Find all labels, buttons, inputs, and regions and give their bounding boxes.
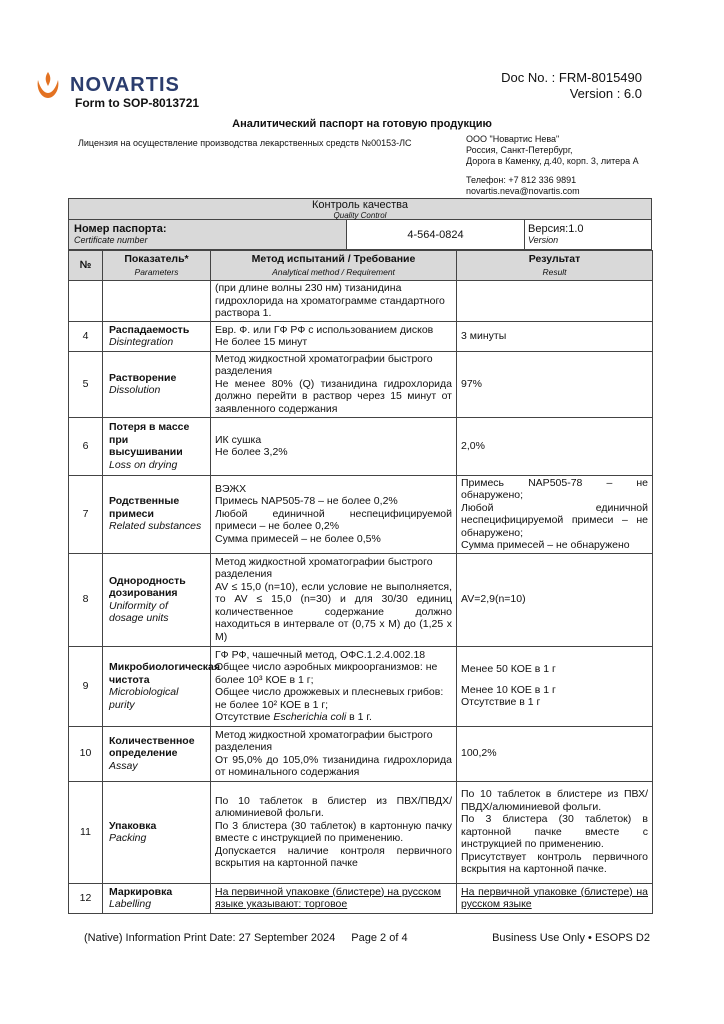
method-line: ГФ РФ, чашечный метод, ОФС.1.2.4.002.18 <box>215 648 426 661</box>
column-header-parameters <box>103 251 211 281</box>
row-parameter <box>103 281 211 322</box>
result-line: Менее 10 КОЕ в 1 г <box>461 683 556 696</box>
row-number: 7 <box>69 475 103 553</box>
method-line: Не более 15 минут <box>215 336 308 348</box>
row-method: (при длине волны 230 нм) тизанидина гидрохлорида на хроматограмме стандартного раствора 1. <box>211 281 457 322</box>
result-line: Менее 50 КОЕ в 1 г <box>461 663 556 676</box>
row-method <box>211 726 457 781</box>
row-result <box>457 646 653 726</box>
row-result: 3 минуты <box>457 321 653 351</box>
row-parameter <box>103 321 211 351</box>
column-header-method-en: Analytical method / Requirement <box>272 266 395 277</box>
row-number: 12 <box>69 883 103 913</box>
row-number: 11 <box>69 781 103 883</box>
parameter-name-en: Labelling <box>109 898 152 910</box>
column-header-parameters-en: Parameters <box>134 266 179 277</box>
method-line <box>215 711 452 724</box>
table-row <box>69 281 653 322</box>
form-reference: Form to SOP-8013721 <box>75 96 200 110</box>
certificate-version-ru: Версия:1.0 <box>528 223 584 235</box>
parameter-name-en: Related substances <box>109 520 202 533</box>
doc-version: Version : 6.0 <box>569 86 642 101</box>
row-parameter <box>103 351 211 417</box>
table-header-row <box>69 251 653 281</box>
method-line: Метод жидкостной хроматографии быстрого разделения <box>215 555 433 581</box>
novartis-flame-icon <box>34 70 62 100</box>
parameter-name-ru: Родственные примеси <box>109 495 180 520</box>
row-number: 10 <box>69 726 103 781</box>
row-number: 4 <box>69 321 103 351</box>
row-parameter <box>103 883 211 913</box>
table-row <box>69 553 653 646</box>
quality-control-header <box>68 198 652 220</box>
result-line: Сумма примесей – не обнаружено <box>461 539 630 551</box>
company-phone: Телефон: +7 812 336 9891 <box>466 175 577 185</box>
method-line: ВЭЖХ <box>215 482 247 495</box>
row-result <box>457 781 653 883</box>
column-header-method <box>211 251 457 281</box>
row-parameter <box>103 781 211 883</box>
page-footer <box>84 932 650 944</box>
page-number: Page 2 of 4 <box>351 932 408 944</box>
column-header-result-en: Result <box>542 266 567 277</box>
table-row <box>69 321 653 351</box>
method-line: Примесь NAP505-78 – не более 0,2% <box>215 495 398 508</box>
column-header-parameters-ru: Показатель* <box>124 253 189 265</box>
method-text: в 1 г. <box>346 711 372 723</box>
column-header-method-ru: Метод испытаний / Требование <box>251 253 416 265</box>
company-address <box>466 134 639 167</box>
method-line: Метод жидкостной хроматографии быстрого разделения <box>215 728 433 753</box>
column-header-result <box>457 251 653 281</box>
brand-name: NOVARTIS <box>70 73 180 96</box>
parameter-name-ru: Распадаемость <box>109 323 190 336</box>
row-method <box>211 646 457 726</box>
row-number: 6 <box>69 417 103 475</box>
company-contacts <box>466 175 580 197</box>
row-result: AV=2,9(n=10) <box>457 553 653 646</box>
table-row <box>69 417 653 475</box>
result-line: По 10 таблеток в блистере из ПВХ/ПВДХ/алюминиевой фольги. <box>461 788 648 813</box>
row-result: 100,2% <box>457 726 653 781</box>
row-method: На первичной упаковке (блистере) на русском языке указывают: торговое <box>211 883 457 913</box>
result-line: Отсутствие в 1 г <box>461 696 541 709</box>
table-row <box>69 351 653 417</box>
method-line: Общее число дрожжевых и плесневых грибов: не более 10² КОЕ в 1 г; <box>215 686 444 711</box>
row-number <box>69 281 103 322</box>
company-email: novartis.neva@novartis.com <box>466 186 580 196</box>
table-row <box>69 646 653 726</box>
parameter-name-en: Packing <box>109 832 147 844</box>
organism-name: Escherichia coli <box>273 711 347 723</box>
parameter-name-ru: Однородность дозирования <box>109 574 186 599</box>
method-line: AV ≤ 15,0 (n=10), если условие не выполняется, то AV ≤ 15,0 (n=30) и для 30/30 единиц количественное содержание должно находиться в интервале от (0,75 x M) до (1,25 x M) <box>215 580 452 643</box>
company-address-line2: Дорога в Каменку, д.40, корп. 3, литера А <box>466 156 639 166</box>
method-line: Не менее 80% (Q) тизанидина гидрохлорида должно перейти в раствор через 15 минут от заявленного содержания <box>215 377 452 415</box>
method-line: Метод жидкостной хроматографии быстрого разделения <box>215 352 433 378</box>
row-method <box>211 553 457 646</box>
row-parameter <box>103 417 211 475</box>
certificate-label-en: Certificate number <box>74 235 148 245</box>
row-method <box>211 351 457 417</box>
method-line: Допускается наличие контроля первичного вскрытия на картонной пачке <box>215 844 452 869</box>
result-line: По 3 блистера (30 таблеток) в картонной пачке вместе с инструкцией по применению. <box>461 813 648 851</box>
row-method <box>211 417 457 475</box>
company-name: ООО "Новартис Нева" <box>466 134 560 144</box>
parameter-name-ru: Микробиологическая чистота <box>109 661 221 686</box>
table-row <box>69 726 653 781</box>
method-line: По 10 таблеток в блистер из ПВХ/ПВДХ/алюминиевой фольги. <box>215 794 452 819</box>
results-table <box>68 250 653 914</box>
method-line: Евр. Ф. или ГФ РФ с использованием дисков <box>215 323 434 336</box>
table-row <box>69 781 653 883</box>
row-number: 9 <box>69 646 103 726</box>
parameter-name-ru: Количественное определение <box>109 734 195 760</box>
column-header-result-ru: Результат <box>528 253 581 265</box>
parameter-name-en: Assay <box>109 759 138 772</box>
table-row <box>69 883 653 913</box>
result-line: Примесь NAP505-78 – не обнаружено; <box>461 476 648 501</box>
license-text: Лицензия на осуществление производства лекарственных средств №00153-ЛС <box>78 138 412 148</box>
row-method <box>211 321 457 351</box>
method-line: От 95,0% до 105,0% тизанидина гидрохлорида от номинального содержания <box>215 753 452 778</box>
method-text: Отсутствие <box>215 711 274 723</box>
table-row <box>69 475 653 553</box>
parameter-name-en: Disintegration <box>109 336 174 348</box>
row-parameter <box>103 646 221 726</box>
row-parameter <box>103 553 211 646</box>
row-method <box>211 781 457 883</box>
method-line: Не более 3,2% <box>215 446 288 458</box>
result-line: Присутствует контроль первичного вскрытия на картонной пачке. <box>461 850 648 876</box>
method-line: ИК сушка <box>215 433 262 446</box>
document-title: Аналитический паспорт на готовую продукцию <box>232 118 492 130</box>
certificate-version <box>525 220 651 249</box>
footer-left <box>84 932 408 944</box>
certificate-number: 4-564-0824 <box>347 220 525 249</box>
method-line: Любой единичной неспецифицируемой примеси – не более 0,2% <box>215 507 452 533</box>
parameter-name-en: Dissolution <box>109 384 161 396</box>
spacer <box>461 676 648 684</box>
row-parameter <box>103 475 211 553</box>
classification: Business Use Only • ESOPS D2 <box>492 932 650 944</box>
quality-control-title: Контроль качества <box>312 199 408 211</box>
row-number: 5 <box>69 351 103 417</box>
row-number: 8 <box>69 553 103 646</box>
print-info: (Native) Information Print Date: 27 September 2024 <box>84 932 336 944</box>
method-line: По 3 блистера (30 таблеток) в картонную пачку вместе с инструкцией по применению. <box>215 819 452 844</box>
result-line: Любой единичной неспецифицируемой примеси – не обнаружено; <box>461 501 648 539</box>
row-result: 2,0% <box>457 417 653 475</box>
parameter-name-en: Microbiological purity <box>109 686 179 711</box>
certificate-label <box>69 220 347 249</box>
method-line: Сумма примесей – не более 0,5% <box>215 532 381 545</box>
parameter-name-ru: Потеря в массе при высушивании <box>109 421 190 458</box>
parameter-name-en: Uniformity of dosage units <box>109 599 169 624</box>
row-method <box>211 475 457 553</box>
parameter-name-ru: Маркировка <box>109 885 173 898</box>
row-result: На первичной упаковке (блистере) на русском языке <box>457 883 653 913</box>
parameter-name-en: Loss on drying <box>109 458 178 471</box>
certificate-row <box>68 220 652 250</box>
certificate-label-ru: Номер паспорта: <box>74 223 167 235</box>
parameter-name-ru: Растворение <box>109 371 177 384</box>
row-result <box>457 475 653 553</box>
method-line: Общее число аэробных микроорганизмов: не более 10³ КОЕ в 1 г; <box>215 661 438 686</box>
parameter-name-ru: Упаковка <box>109 819 157 832</box>
column-header-num: № <box>69 251 103 281</box>
certificate-version-en: Version <box>528 235 559 245</box>
row-result <box>457 281 653 322</box>
doc-number: Doc No. : FRM-8015490 <box>501 70 642 85</box>
document-number-block <box>501 70 642 102</box>
company-address-line1: Россия, Санкт-Петербург, <box>466 145 573 155</box>
quality-control-title-en: Quality Control <box>333 211 387 220</box>
row-result: 97% <box>457 351 653 417</box>
row-parameter <box>103 726 211 781</box>
